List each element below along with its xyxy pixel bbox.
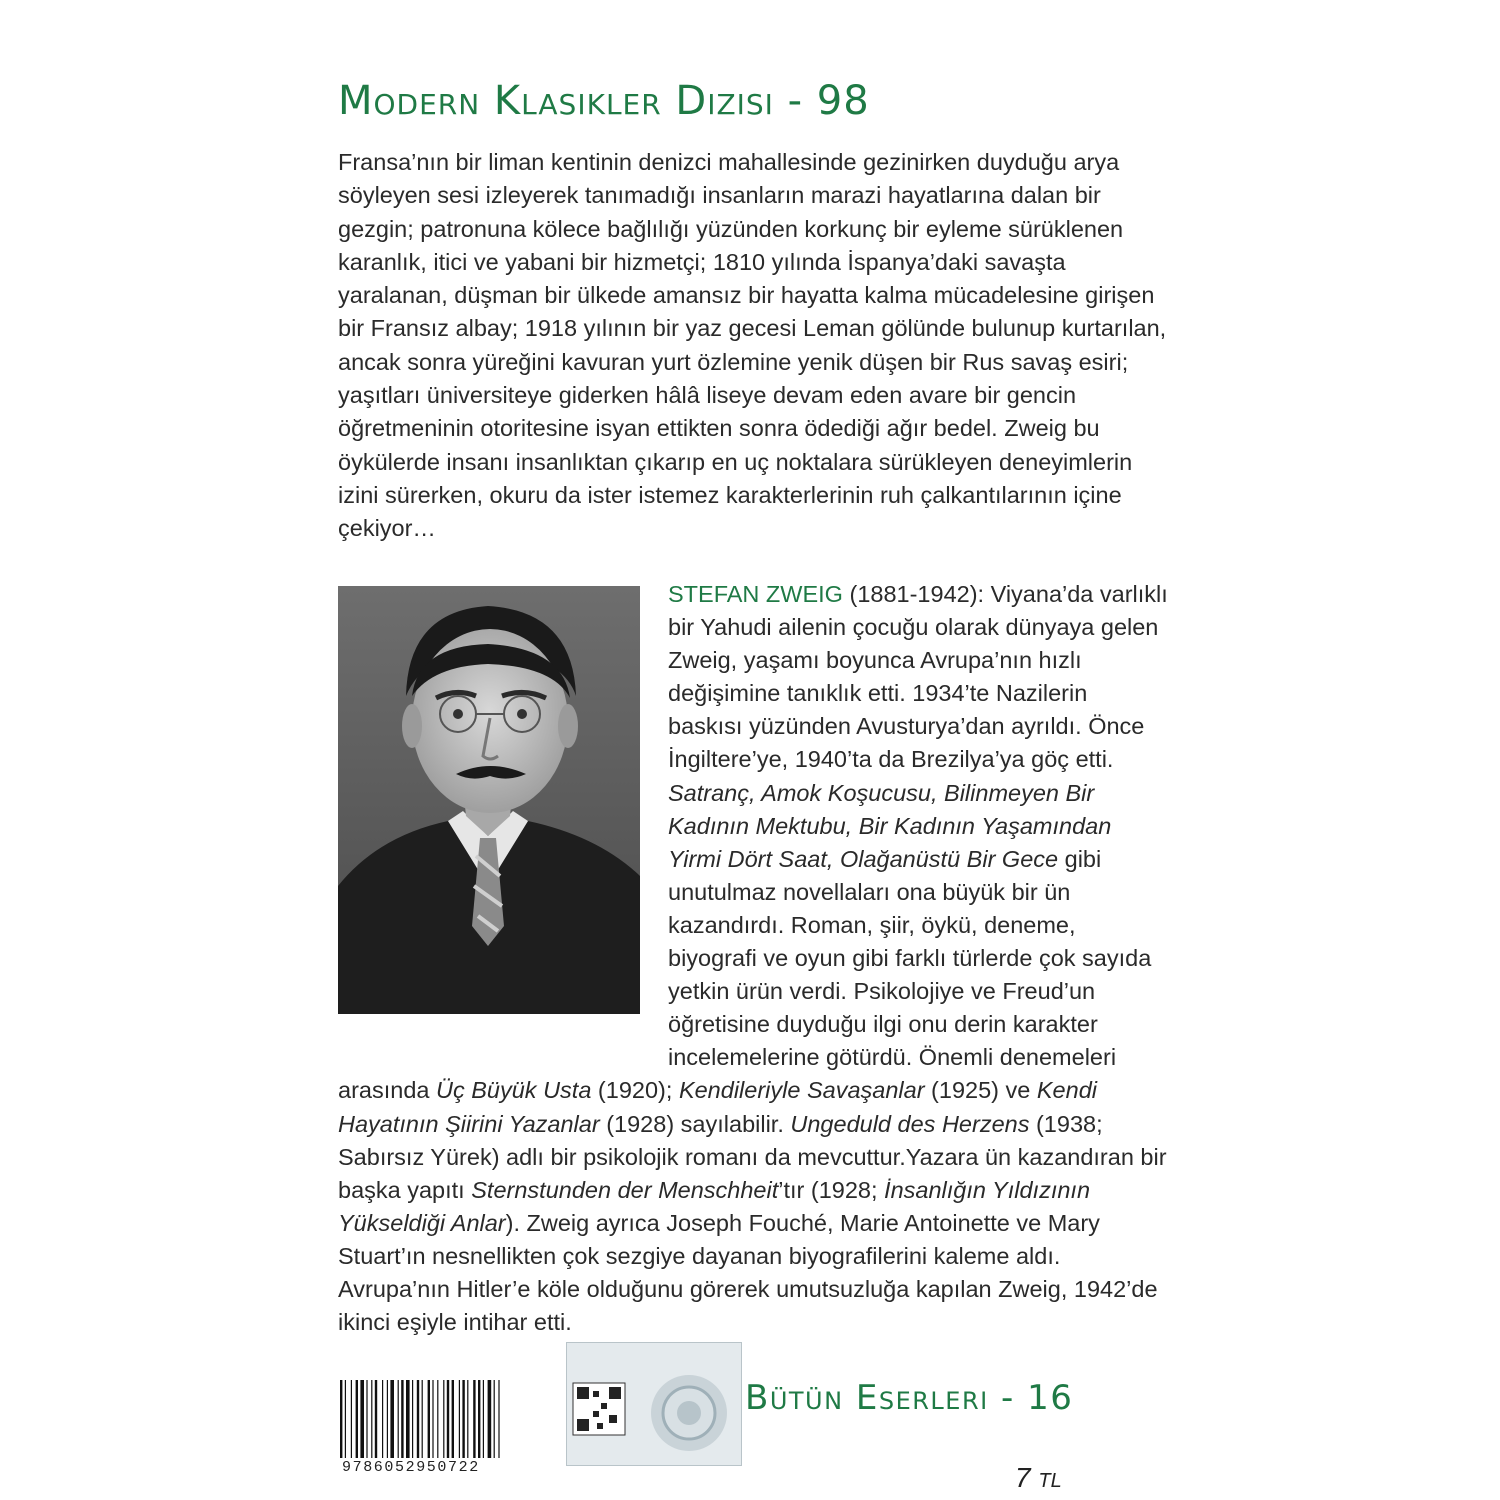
barcode-bar	[473, 1380, 475, 1458]
barcode-bar	[375, 1380, 377, 1458]
barcode-bar	[422, 1380, 423, 1458]
barcode-bar	[483, 1380, 484, 1458]
barcode-bar	[360, 1380, 364, 1458]
barcode	[338, 1380, 576, 1458]
barcode-bar	[467, 1380, 468, 1458]
photo-spacer	[338, 578, 668, 1066]
barcode-bar	[459, 1380, 460, 1458]
barcode-bar	[382, 1380, 383, 1458]
barcode-bar	[356, 1380, 358, 1458]
isbn-number: 9786052950722	[342, 1459, 480, 1476]
work-titles: Satranç, Amok Koşucusu, Bilinmeyen Bir Kadının Mektubu, Bir Kadının Yaşamından Yirmi Dört Saat, Olağanüstü Bir Gece	[668, 779, 1112, 872]
barcode-bar	[447, 1380, 449, 1458]
barcode-bar	[345, 1380, 346, 1458]
barcode-bar	[443, 1380, 444, 1458]
barcode-bar	[488, 1380, 492, 1458]
barcode-bar	[437, 1380, 438, 1458]
barcode-bar	[412, 1380, 413, 1458]
book-blurb: Fransa’nın bir liman kentinin denizci mahallesinde gezinirken duyduğu arya söyleyen sesi izleyerek tanımadığı insanların marazi hayatlarına dalan bir gezgin; patronuna kölece bağlılığı yüzünden korkunç bir eyleme sürüklenen karanlık, itici ve yabani bir hizmetçi; 1810 yılında İspanya’daki savaşta yaralanan, düşman bir ülkede amansız bir hayatta kalma mücadelesine girişen bir Fransız albay; 1918 yılının bir yaz gecesi Leman gölünde bulunup kurtarılan, ancak sonra yüreğini kavuran yurt özlemine yenik düşen bir Rus savaş esiri; yaşıtları üniversiteye giderken hâlâ liseye devam eden avare bir gencin öğretmeninin otoritesine isyan ettikten sonra ödediği ağır bedel. Zweig bu öykülerde insanı insanlıktan çıkarıp en uç noktalara sürükleyen deneyimlerin izini sürerken, okuru da ister istemez karakterlerinin ruh çalkantılarının içine çekiyor…	[338, 149, 1167, 542]
barcode-bar	[340, 1380, 342, 1458]
barcode-bar	[452, 1380, 454, 1458]
barcode-bar	[366, 1380, 367, 1458]
barcode-bar	[428, 1380, 430, 1458]
barcode-bar	[351, 1380, 352, 1458]
series-title: Modern Klasikler Dizisi - 98	[338, 78, 870, 124]
barcode-bar	[494, 1380, 495, 1458]
security-sticker	[566, 1342, 742, 1466]
complete-works-label: Bütün Eserleri - 16	[745, 1378, 1074, 1418]
author-name: STEFAN ZWEIG	[668, 581, 843, 607]
barcode-bar	[406, 1380, 410, 1458]
barcode-bar	[398, 1380, 399, 1458]
barcode-bar	[478, 1380, 480, 1458]
barcode-bar	[462, 1380, 464, 1458]
barcode-bar	[390, 1380, 394, 1458]
barcode-bar	[371, 1380, 372, 1458]
barcode-bar	[387, 1380, 388, 1458]
barcode-bar	[498, 1380, 499, 1458]
barcode-bar	[417, 1380, 419, 1458]
price: 7 TL	[1015, 1462, 1062, 1493]
barcode-bar	[401, 1380, 403, 1458]
barcode-bar	[432, 1380, 433, 1458]
author-biography: STEFAN ZWEIG (1881-1942): Viyana’da varlıklı bir Yahudi ailenin çocuğu olarak dünyaya gelen Zweig, yaşamı boyunca Avrupa’nın hızlı değişimine tanıklık etti. 1934’te Nazilerin baskısı yüzünden Avusturya’dan ayrıldı. Önce İngiltere’ye, 1940’ta da Brezilya’ya göç etti. Satranç, Amok Koşucusu, Bilinmeyen Bir Kadının Mektubu, Bir Kadının Yaşamından Yirmi Dört Saat, Olağanüstü Bir Gece gibi unutulmaz novellaları ona büyük bir ün kazandırdı. Roman, şiir, öykü, deneme, biyografi ve oyun gibi farklı türlerde çok sayıda yetkin ürün verdi. Psikolojiye ve Freud’un öğretisine duyduğu ilgi onu derin karakter incelemelerine götürdü. Önemli denemeleri arasında Üç Büyük Usta (1920); Kendileriyle Savaşanlar (1925) ve Kendi Hayatının Şiirini Yazanlar (1928) sayılabilir. Ungeduld des Herzens (1938; Sabırsız Yürek) adlı bir psikolojik romanı da mevcuttur.Yazara ün kazandıran bir başka yapıtı Sternstunden der Menschheit’tır (1928; İnsanlığın Yıldızının Yükseldiği Anlar). Zweig ayrıca Joseph Fouché, Marie Antoinette ve Mary Stuart’ın nesnellikten çok sezgiye dayanan biyografilerini kaleme aldı. Avrupa’nın Hitler’e köle olduğunu görerek umutsuzluğa kapılan Zweig, 1942’de ikinci eşiyle intihar etti.	[338, 578, 1168, 1339]
